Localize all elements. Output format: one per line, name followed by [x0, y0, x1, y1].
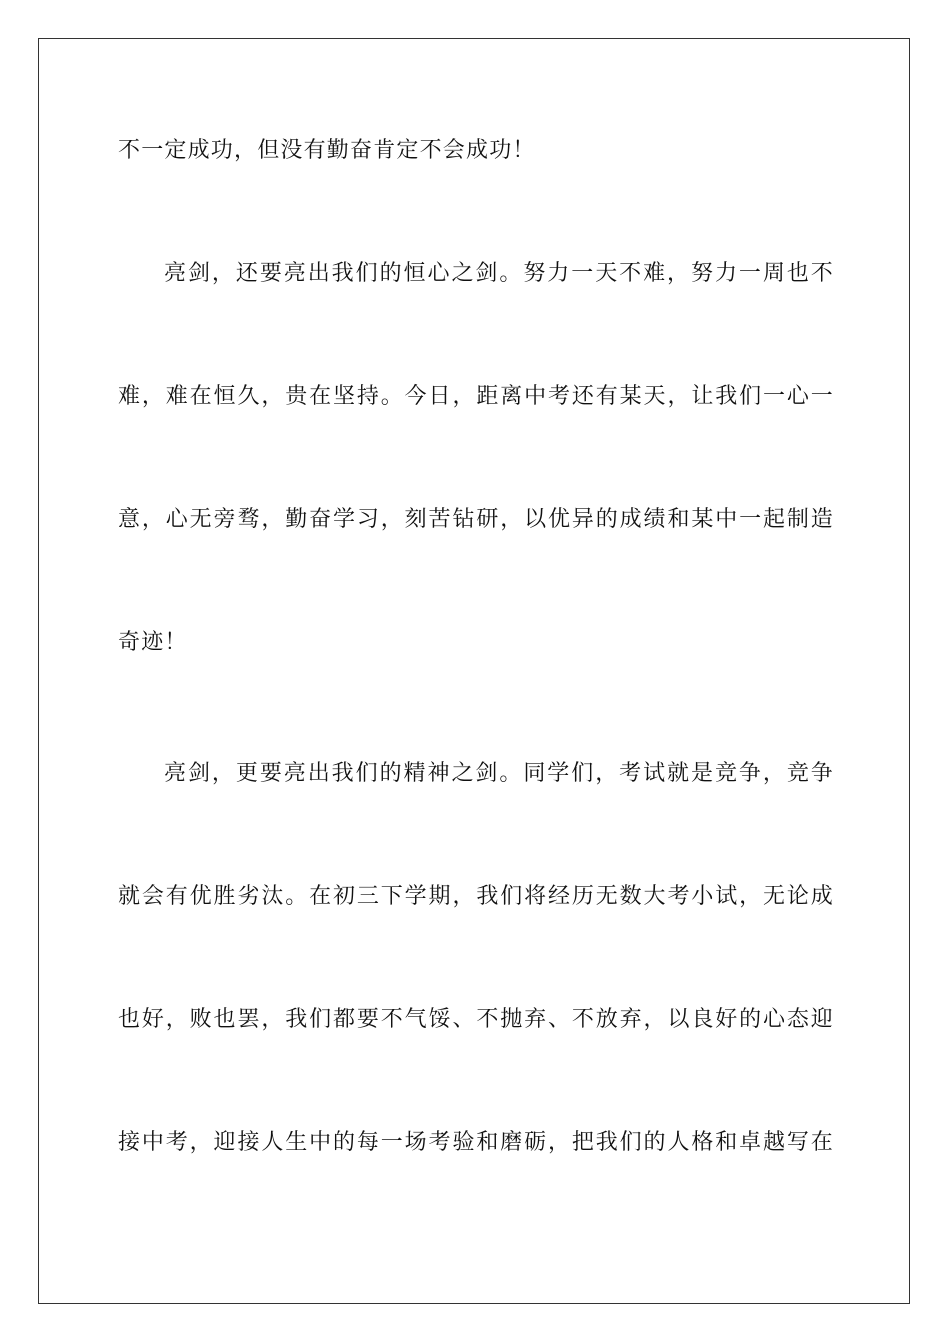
text-line-2: 亮剑，还要亮出我们的恒心之剑。努力一天不难，努力一周也不: [164, 261, 834, 286]
text-line-9: 接中考，迎接人生中的每一场考验和磨砺，把我们的人格和卓越写在: [118, 1130, 834, 1155]
text-line-1: 不一定成功，但没有勤奋肯定不会成功！: [118, 138, 536, 163]
text-line-8: 也好，败也罢，我们都要不气馁、不抛弃、不放弃，以良好的心态迎: [118, 1007, 834, 1032]
text-line-3: 难，难在恒久，贵在坚持。今日，距离中考还有某天，让我们一心一: [118, 384, 834, 409]
text-line-4: 意，心无旁骛，勤奋学习，刻苦钻研，以优异的成绩和某中一起制造: [118, 507, 834, 532]
text-line-7: 就会有优胜劣汰。在初三下学期，我们将经历无数大考小试，无论成: [118, 884, 834, 909]
text-line-5: 奇迹！: [118, 630, 188, 655]
text-line-6: 亮剑，更要亮出我们的精神之剑。同学们，考试就是竞争，竞争: [164, 761, 834, 786]
page-border: [38, 38, 910, 1304]
